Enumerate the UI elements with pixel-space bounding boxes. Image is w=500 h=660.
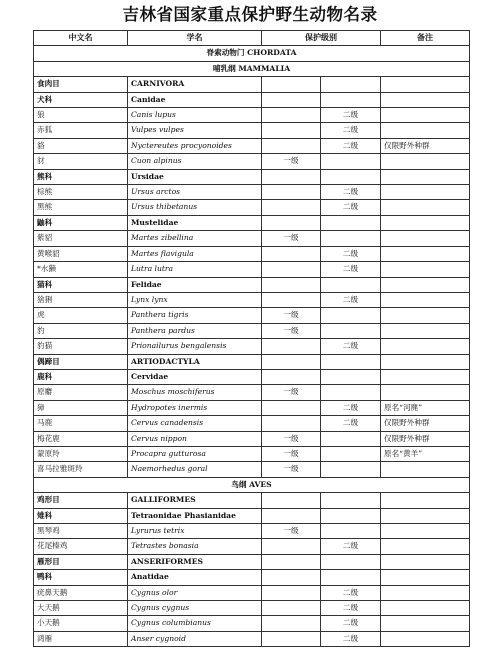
scientific-name-cell: Prionailurus bengalensis [128, 339, 262, 354]
header-remarks: 备注 [381, 31, 470, 46]
level-two-cell [321, 524, 381, 539]
table-row [34, 416, 470, 431]
order-row [34, 554, 470, 569]
table-row [34, 123, 470, 138]
species-table [33, 30, 470, 647]
level-two-cell [321, 508, 381, 523]
taxon-class-row [34, 46, 470, 61]
remark-cell [381, 339, 470, 354]
remark-cell [381, 123, 470, 138]
table-row [34, 524, 470, 539]
scientific-name-cell: Felidae [128, 277, 262, 292]
scientific-name-cell: Panthera pardus [128, 323, 262, 338]
chinese-name-cell: 马鹿 [34, 416, 128, 431]
level-two-cell [321, 431, 381, 446]
family-row [34, 369, 470, 384]
remark-cell: 仅限野外种群 [381, 431, 470, 446]
table-row [34, 138, 470, 153]
level-one-cell [262, 539, 321, 554]
chinese-name-cell: 豹猫 [34, 339, 128, 354]
table-row [34, 339, 470, 354]
remark-cell [381, 369, 470, 384]
family-row [34, 277, 470, 292]
remark-cell: 仅限野外种群 [381, 416, 470, 431]
remark-cell: 原名“河麂” [381, 400, 470, 415]
level-one-cell [262, 123, 321, 138]
scientific-name-cell: Tetraonidae Phasianidae [128, 508, 262, 523]
chinese-name-cell: 大天鹅 [34, 601, 128, 616]
scientific-name-cell: Anatidae [128, 570, 262, 585]
level-two-cell [321, 308, 381, 323]
taxon-heading: 鸟纲 AVES [34, 477, 470, 492]
chinese-name-cell: 犬科 [34, 92, 128, 107]
level-one-cell: 一级 [262, 462, 321, 477]
chinese-name-cell: 棕熊 [34, 185, 128, 200]
remark-cell [381, 215, 470, 230]
level-two-cell [321, 277, 381, 292]
chinese-name-cell: 豹 [34, 323, 128, 338]
level-one-cell: 一级 [262, 231, 321, 246]
level-two-cell [321, 231, 381, 246]
level-one-cell [262, 262, 321, 277]
order-row [34, 493, 470, 508]
level-two-cell: 二级 [321, 138, 381, 153]
scientific-name-cell: Ursus arctos [128, 185, 262, 200]
level-two-cell: 二级 [321, 585, 381, 600]
remark-cell [381, 277, 470, 292]
level-one-cell: 一级 [262, 431, 321, 446]
table-row [34, 601, 470, 616]
level-one-cell: 一级 [262, 385, 321, 400]
level-one-cell: 一级 [262, 524, 321, 539]
scientific-name-cell: Nyctereutes procyonoides [128, 138, 262, 153]
taxon-class-row [34, 61, 470, 76]
remark-cell: 原名“黄羊” [381, 446, 470, 461]
scientific-name-cell: Cygnus columbianus [128, 616, 262, 631]
chinese-name-cell: 鹿科 [34, 369, 128, 384]
scientific-name-cell: Lynx lynx [128, 292, 262, 307]
level-one-cell [262, 169, 321, 184]
scientific-name-cell: CARNIVORA [128, 77, 262, 92]
table-row [34, 462, 470, 477]
table-row [34, 108, 470, 123]
scientific-name-cell: Mustelidae [128, 215, 262, 230]
remark-cell [381, 154, 470, 169]
level-two-cell: 二级 [321, 246, 381, 261]
chinese-name-cell: 梅花鹿 [34, 431, 128, 446]
chinese-name-cell: 疣鼻天鹅 [34, 585, 128, 600]
level-one-cell [262, 400, 321, 415]
remark-cell [381, 262, 470, 277]
chinese-name-cell: 雁形目 [34, 554, 128, 569]
level-two-cell: 二级 [321, 292, 381, 307]
table-row [34, 431, 470, 446]
level-one-cell [262, 339, 321, 354]
table-row [34, 292, 470, 307]
chinese-name-cell: 赤狐 [34, 123, 128, 138]
level-one-cell [262, 108, 321, 123]
level-two-cell [321, 92, 381, 107]
chinese-name-cell: 熊科 [34, 169, 128, 184]
level-two-cell: 二级 [321, 416, 381, 431]
remark-cell: 仅限野外种群 [381, 138, 470, 153]
remark-cell [381, 185, 470, 200]
order-row [34, 354, 470, 369]
chinese-name-cell: 鼬科 [34, 215, 128, 230]
level-one-cell: 一级 [262, 446, 321, 461]
chinese-name-cell: 鸿雁 [34, 631, 128, 646]
table-row [34, 262, 470, 277]
chinese-name-cell: 紫貂 [34, 231, 128, 246]
remark-cell [381, 631, 470, 646]
chinese-name-cell: 鸭科 [34, 570, 128, 585]
level-one-cell [262, 138, 321, 153]
scientific-name-cell: Lutra lutra [128, 262, 262, 277]
level-two-cell [321, 385, 381, 400]
scientific-name-cell: Ursus thibetanus [128, 200, 262, 215]
level-two-cell: 二级 [321, 262, 381, 277]
table-row [34, 154, 470, 169]
scientific-name-cell: GALLIFORMES [128, 493, 262, 508]
remark-cell [381, 323, 470, 338]
table-row [34, 631, 470, 646]
chinese-name-cell: 黄喉貂 [34, 246, 128, 261]
header-chinese-name: 中文名 [34, 31, 128, 46]
scientific-name-cell: Cygnus olor [128, 585, 262, 600]
level-one-cell [262, 554, 321, 569]
chinese-name-cell: 豺 [34, 154, 128, 169]
level-one-cell: 一级 [262, 308, 321, 323]
scientific-name-cell: Lyrurus tetrix [128, 524, 262, 539]
level-one-cell [262, 508, 321, 523]
chinese-name-cell: 黑熊 [34, 200, 128, 215]
table-row [34, 385, 470, 400]
level-two-cell [321, 570, 381, 585]
table-row [34, 323, 470, 338]
remark-cell [381, 462, 470, 477]
level-one-cell [262, 416, 321, 431]
level-two-cell: 二级 [321, 108, 381, 123]
remark-cell [381, 169, 470, 184]
level-one-cell: 一级 [262, 323, 321, 338]
scientific-name-cell: Procapra gutturosa [128, 446, 262, 461]
level-two-cell: 二级 [321, 631, 381, 646]
remark-cell [381, 354, 470, 369]
remark-cell [381, 246, 470, 261]
scientific-name-cell: Hydropotes inermis [128, 400, 262, 415]
level-one-cell [262, 601, 321, 616]
remark-cell [381, 570, 470, 585]
scientific-name-cell: Anser cygnoid [128, 631, 262, 646]
scientific-name-cell: Ursidae [128, 169, 262, 184]
level-one-cell [262, 185, 321, 200]
scientific-name-cell: Cervidae [128, 369, 262, 384]
table-row [34, 185, 470, 200]
scientific-name-cell: ARTIODACTYLA [128, 354, 262, 369]
scientific-name-cell: Tetrastes bonasia [128, 539, 262, 554]
table-row [34, 585, 470, 600]
chinese-name-cell: *水獭 [34, 262, 128, 277]
order-row [34, 77, 470, 92]
level-two-cell: 二级 [321, 400, 381, 415]
scientific-name-cell: Moschus moschiferus [128, 385, 262, 400]
table-header-row [34, 31, 470, 46]
taxon-heading: 哺乳纲 MAMMALIA [34, 61, 470, 76]
chinese-name-cell: 猫科 [34, 277, 128, 292]
level-one-cell [262, 585, 321, 600]
level-one-cell [262, 369, 321, 384]
remark-cell [381, 231, 470, 246]
level-one-cell [262, 77, 321, 92]
family-row [34, 215, 470, 230]
chinese-name-cell: 鸡形目 [34, 493, 128, 508]
remark-cell [381, 77, 470, 92]
level-two-cell [321, 493, 381, 508]
level-two-cell: 二级 [321, 601, 381, 616]
chinese-name-cell: 蒙原羚 [34, 446, 128, 461]
scientific-name-cell: Martes flavigula [128, 246, 262, 261]
level-two-cell [321, 77, 381, 92]
scientific-name-cell: Cervus nippon [128, 431, 262, 446]
remark-cell [381, 601, 470, 616]
level-one-cell [262, 354, 321, 369]
scientific-name-cell: Canis lupus [128, 108, 262, 123]
level-one-cell [262, 493, 321, 508]
level-two-cell [321, 215, 381, 230]
level-two-cell: 二级 [321, 616, 381, 631]
level-two-cell [321, 354, 381, 369]
taxon-class-row [34, 477, 470, 492]
family-row [34, 508, 470, 523]
chinese-name-cell: 花尾榛鸡 [34, 539, 128, 554]
family-row [34, 570, 470, 585]
level-one-cell [262, 570, 321, 585]
remark-cell [381, 385, 470, 400]
scientific-name-cell: Naemorhedus goral [128, 462, 262, 477]
level-two-cell [321, 554, 381, 569]
level-one-cell: 一级 [262, 154, 321, 169]
level-two-cell: 二级 [321, 123, 381, 138]
remark-cell [381, 308, 470, 323]
level-one-cell [262, 631, 321, 646]
scientific-name-cell: Cervus canadensis [128, 416, 262, 431]
table-row [34, 200, 470, 215]
level-one-cell [262, 246, 321, 261]
remark-cell [381, 539, 470, 554]
remark-cell [381, 108, 470, 123]
remark-cell [381, 508, 470, 523]
chinese-name-cell: 狼 [34, 108, 128, 123]
header-protection-level: 保护级别 [262, 31, 381, 46]
scientific-name-cell: Cygnus cygnus [128, 601, 262, 616]
level-one-cell [262, 200, 321, 215]
level-two-cell [321, 169, 381, 184]
chinese-name-cell: 黑琴鸡 [34, 524, 128, 539]
level-two-cell: 二级 [321, 339, 381, 354]
table-row [34, 308, 470, 323]
chinese-name-cell: 雉科 [34, 508, 128, 523]
family-row [34, 169, 470, 184]
chinese-name-cell: 喜马拉雅斑羚 [34, 462, 128, 477]
level-one-cell [262, 616, 321, 631]
chinese-name-cell: 偶蹄目 [34, 354, 128, 369]
chinese-name-cell: 猞猁 [34, 292, 128, 307]
scientific-name-cell: Panthera tigris [128, 308, 262, 323]
chinese-name-cell: 原麝 [34, 385, 128, 400]
level-two-cell [321, 462, 381, 477]
table-row [34, 246, 470, 261]
level-one-cell [262, 277, 321, 292]
chinese-name-cell: 獐 [34, 400, 128, 415]
page-title: 吉林省国家重点保护野生动物名录 [122, 5, 378, 24]
chinese-name-cell: 貉 [34, 138, 128, 153]
remark-cell [381, 554, 470, 569]
table-row [34, 446, 470, 461]
scientific-name-cell: Martes zibellina [128, 231, 262, 246]
table-row [34, 616, 470, 631]
chinese-name-cell: 小天鹅 [34, 616, 128, 631]
table-row [34, 231, 470, 246]
level-two-cell [321, 369, 381, 384]
level-two-cell: 二级 [321, 539, 381, 554]
remark-cell [381, 616, 470, 631]
level-one-cell [262, 215, 321, 230]
remark-cell [381, 585, 470, 600]
scientific-name-cell: Cuon alpinus [128, 154, 262, 169]
level-one-cell [262, 292, 321, 307]
remark-cell [381, 92, 470, 107]
chinese-name-cell: 食肉目 [34, 77, 128, 92]
table-row [34, 539, 470, 554]
level-two-cell: 二级 [321, 200, 381, 215]
header-scientific-name: 学名 [128, 31, 262, 46]
remark-cell [381, 200, 470, 215]
scientific-name-cell: Vulpes vulpes [128, 123, 262, 138]
remark-cell [381, 493, 470, 508]
level-two-cell [321, 446, 381, 461]
remark-cell [381, 524, 470, 539]
taxon-heading: 脊索动物门 CHORDATA [34, 46, 470, 61]
level-two-cell: 二级 [321, 185, 381, 200]
level-one-cell [262, 92, 321, 107]
family-row [34, 92, 470, 107]
chinese-name-cell: 虎 [34, 308, 128, 323]
remark-cell [381, 292, 470, 307]
scientific-name-cell: ANSERIFORMES [128, 554, 262, 569]
scientific-name-cell: Canidae [128, 92, 262, 107]
level-two-cell [321, 323, 381, 338]
level-two-cell [321, 154, 381, 169]
table-row [34, 400, 470, 415]
